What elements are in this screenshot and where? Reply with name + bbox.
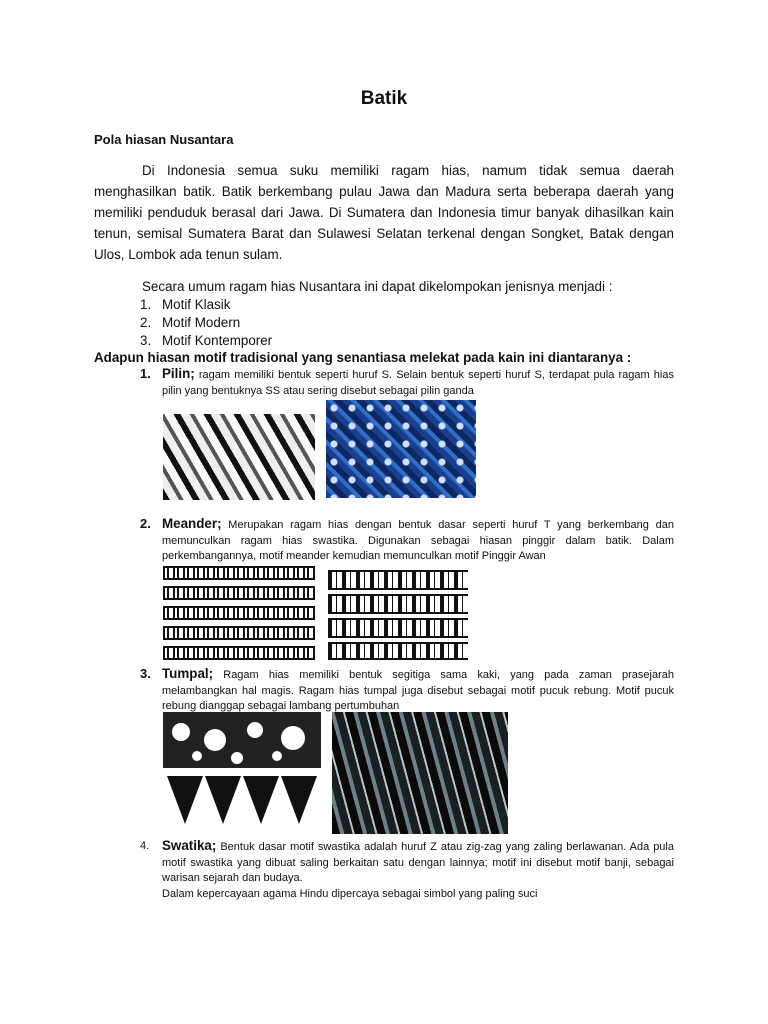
motif-item-swatika (140, 838, 674, 902)
motif-description: ragam memiliki bentuk seperti huruf S. Selain bentuk seperti huruf S, terdapat pula ragam hias pilin yang bentuknya SS atau sering disebut sebagai pilin ganda (162, 369, 674, 397)
motif-number: 2. (140, 516, 151, 531)
category-item (140, 332, 272, 350)
category-label: Motif Klasik (162, 297, 231, 312)
motif-description: Bentuk dasar motif swastika adalah huruf Z atau zig-zag yang zaling berlawanan. Ada pula motif swastika yang dibuat saling berkaitan satu dengan lainnya; motif ini disebut motif banji, sebagai warisan sejarah dan budaya. (162, 841, 674, 884)
meander-strip (328, 642, 468, 660)
motif-name: Swatika; (162, 838, 217, 853)
tumpal-triangles (163, 712, 321, 824)
motif-text (162, 838, 674, 887)
meander-strip (163, 586, 315, 600)
meander-strip (163, 646, 315, 660)
category-number: 2. (140, 315, 152, 330)
motif-text (162, 366, 674, 399)
motif-name: Meander; (162, 516, 222, 531)
meander-border-left-image (163, 566, 315, 662)
motif-number: 4. (140, 840, 150, 852)
motif-text (162, 666, 674, 715)
tumpal-batik-dark-image (332, 712, 508, 834)
page-title: Batik (360, 88, 408, 109)
motif-name: Pilin; (162, 366, 195, 381)
motif-name: Tumpal; (162, 666, 214, 681)
meander-strip (328, 570, 468, 590)
meander-strip (328, 618, 468, 638)
motif-item-pilin (140, 366, 674, 399)
pilin-batik-bw-image (163, 414, 315, 500)
motif-note: Dalam kepercayaan agama Hindu dipercaya sebagai simbol yang paling suci (162, 887, 538, 900)
motif-number: 1. (140, 366, 151, 381)
paragraph-intro-text: Di Indonesia semua suku memiliki ragam hias, namum tidak semua daerah menghasilkan batik. Batik berkembang pulau Jawa dan Madura serta beberapa daerah yang memiliki penduduk berasal dari Jawa. Di Sumatera dan Indonesia timur banyak dihasilkan kain tenun, semisal Sumatera Barat dan Sulawesi Selatan terkenal dengan Songket, Batak dengan Ulos, Lombok ada tenun sulam. (94, 163, 674, 262)
motif-description: Ragam hias memiliki bentuk segitiga sama kaki, yang pada zaman prasejarah melambangkan hal magis. Ragam hias tumpal juga disebut sebagai motif pucuk rebung. Motif pucuk rebung dianggap sebagai lambang pertumbuhan (162, 669, 674, 712)
category-item (140, 314, 272, 332)
paragraph-intro (94, 160, 674, 265)
category-number: 3. (140, 333, 152, 348)
motif-item-tumpal (140, 666, 674, 715)
category-label: Motif Modern (162, 315, 241, 330)
paragraph-grouping-text: Secara umum ragam hias Nusantara ini dapat dikelompokan jenisnya menjadi : (142, 279, 613, 294)
category-number: 1. (140, 297, 152, 312)
meander-strip (163, 606, 315, 620)
motif-description: Merupakan ragam hias dengan bentuk dasar seperti huruf T yang berkembang dan memunculkan ragam hias swastika. Digunakan sebagai hiasan pinggir dalam batik. Dalam perkembangannya, motif meander kemudian memunculkan motif Pinggir Awan (162, 519, 674, 562)
motif-text (162, 516, 674, 565)
motifs-intro: Adapun hiasan motif tradisional yang senantiasa melekat pada kain ini diantaranya : (94, 350, 632, 365)
meander-strip (163, 566, 315, 580)
pilin-batik-blue-image (326, 400, 476, 498)
meander-strip (163, 626, 315, 640)
section-heading: Pola hiasan Nusantara (94, 132, 234, 147)
motif-item-meander (140, 516, 674, 565)
motif-number: 3. (140, 666, 151, 681)
category-item (140, 296, 272, 314)
category-list (140, 296, 272, 350)
paragraph-grouping (94, 276, 674, 297)
meander-border-right-image (328, 566, 468, 662)
tumpal-batik-bw-image (163, 712, 321, 824)
meander-strip (328, 594, 468, 614)
category-label: Motif Kontemporer (162, 333, 273, 348)
